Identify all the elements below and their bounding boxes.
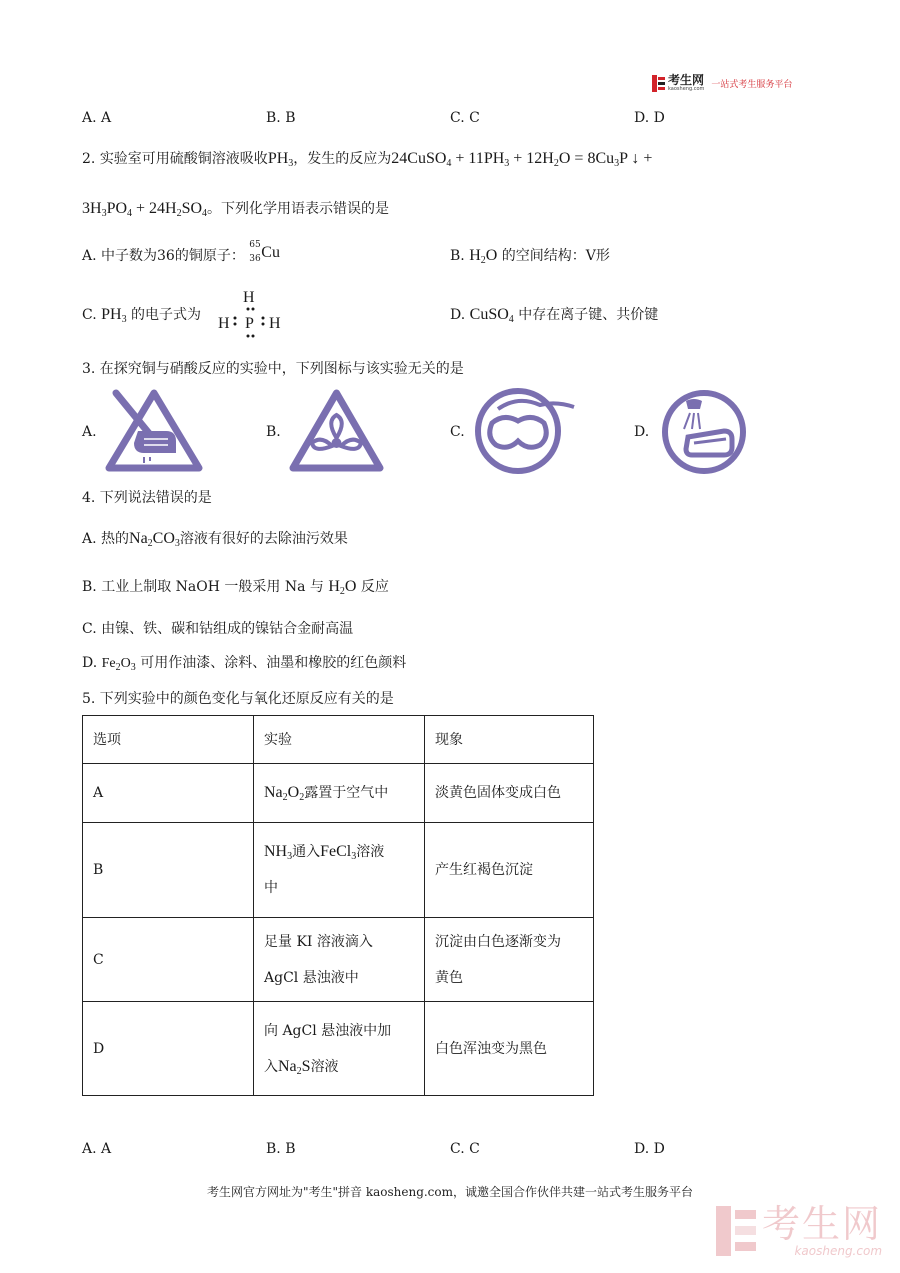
row-c-phenomenon-line1: 沉淀由白色逐渐变为 <box>435 933 561 950</box>
nuclide-mass-number: 65 <box>249 240 261 250</box>
row-c-option: C <box>83 918 254 1002</box>
q5-option-c: C. C <box>450 1141 480 1157</box>
row-b-experiment-end: 中 <box>264 880 278 896</box>
logo-domain: kaosheng.com <box>668 86 705 92</box>
q1-option-d: D. D <box>634 110 665 126</box>
q3-stem: 3. 在探究铜与硝酸反应的实验中，下列图标与该实验无关的是 <box>82 361 464 377</box>
q2-stem-a: 实验室可用硫酸铜溶液吸收 <box>99 151 268 167</box>
q2-stem-line1 <box>82 148 652 168</box>
q4-option-a <box>82 528 348 548</box>
q4-option-d <box>82 652 406 672</box>
nuclide-symbol: Cu <box>261 244 280 261</box>
logo-slogan: 一站式考生服务平台 <box>711 79 793 90</box>
q2-option-c <box>82 304 201 324</box>
q2-option-b-text: 的空间结构：V形 <box>501 248 610 264</box>
q2-stem-line2 <box>82 198 389 218</box>
table-row <box>83 918 594 1002</box>
q5-option-b: B. B <box>266 1141 296 1157</box>
watermark-domain: kaosheng.com <box>794 1244 883 1258</box>
reaction-equation-part2: $3H_3PO_4 + 24H_2SO_4$ <box>82 200 208 219</box>
q3-option-b-label: B. <box>266 424 281 440</box>
q4-option-c: C. 由镍、铁、碳和钴组成的镍钴合金耐高温 <box>82 621 354 637</box>
watermark-logo-icon <box>716 1206 756 1256</box>
q2-option-c-label: C. <box>82 307 97 323</box>
sharp-object-hazard-icon <box>104 387 204 474</box>
q3-option-d-label: D. <box>634 424 650 440</box>
row-d-experiment-suffix: 溶液 <box>310 1058 339 1075</box>
formula-fecl3: FeCl$_3$ <box>320 843 357 862</box>
q2-option-d-text: 中存在离子键、共价键 <box>518 307 659 323</box>
nuclide-atomic-number: 36 <box>249 254 261 264</box>
row-c-experiment-line2: AgCl 悬浊液中 <box>264 969 359 986</box>
q2-option-a <box>82 240 283 266</box>
row-d-experiment <box>254 1002 425 1096</box>
q4-option-d-text: 可用作油漆、涂料、油墨和橡胶的红色颜料 <box>140 655 407 671</box>
q5-option-a: A. A <box>82 1141 112 1157</box>
ph3-electron-dot-structure <box>215 286 290 341</box>
row-a-experiment-text: 露置于空气中 <box>304 785 389 801</box>
header-experiment: 实验 <box>254 716 425 764</box>
svg-text:H: H <box>269 315 281 332</box>
row-d-phenomenon: 白色浑浊变为黑色 <box>425 1002 594 1096</box>
q1-option-c: C. C <box>450 110 480 126</box>
table-header-row <box>83 716 594 764</box>
q4-option-b-prefix: B. 工业上制取 NaOH 一般采用 Na 与 <box>82 579 324 595</box>
eye-protection-goggles-icon <box>474 387 578 475</box>
row-b-experiment <box>254 823 425 918</box>
formula-na2co3: $Na_2CO_3$ <box>129 530 180 549</box>
q3-option-c-label: C. <box>450 424 465 440</box>
row-c-experiment-line1: 足量 KI 溶液滴入 <box>264 933 373 950</box>
q2-option-b <box>450 245 610 265</box>
row-d-experiment-prefix: 入 <box>264 1058 278 1075</box>
formula-nh3: $NH_3$ <box>264 843 293 862</box>
q2-stem-b: ，发生的反应为 <box>293 151 392 167</box>
q4-option-a-suffix: 溶液有很好的去除油污效果 <box>179 531 348 547</box>
q2-option-a-label: A. <box>82 248 97 264</box>
q2-option-d-label: D. <box>450 307 466 323</box>
q2-option-b-label: B. <box>450 248 465 264</box>
q5-option-d: D. D <box>634 1141 665 1157</box>
watermark <box>716 1204 882 1258</box>
svg-text:H: H <box>243 289 255 306</box>
row-d-option: D <box>83 1002 254 1096</box>
row-b-phenomenon: 产生红褐色沉淀 <box>425 823 594 918</box>
row-b-experiment-mid: 通入 <box>292 844 321 860</box>
q4-option-b-suffix: 反应 <box>360 579 389 595</box>
q4-option-a-prefix: A. 热的 <box>82 531 130 547</box>
logo-name: 考生网 <box>668 73 705 87</box>
row-a-phenomenon: 淡黄色固体变成白色 <box>425 764 594 823</box>
ventilation-fan-icon <box>288 387 385 474</box>
svg-text:P: P <box>245 315 254 332</box>
row-b-option: B <box>83 823 254 918</box>
formula-na2s: $Na_2S$ <box>278 1057 311 1077</box>
q1-option-b: B. B <box>266 110 296 126</box>
row-a-option: A <box>83 764 254 823</box>
row-c-phenomenon-line2: 黄色 <box>435 969 463 986</box>
q2-number: 2. <box>82 151 96 167</box>
q5-table <box>82 715 594 1096</box>
table-row <box>83 823 594 918</box>
row-c-experiment <box>254 918 425 1002</box>
formula-fe2o3: $Fe_2O_3$ <box>101 656 136 673</box>
row-d-experiment-line1: 向 AgCl 悬浊液中加 <box>264 1022 392 1039</box>
q5-stem: 5. 下列实验中的颜色变化与氧化还原反应有关的是 <box>82 691 394 707</box>
page-footer: 考生网官方网址为"考生"拼音 kaosheng.com，诚邀全国合作伙伴共建一站式考生服务平台 <box>206 1185 694 1199</box>
row-c-phenomenon <box>425 918 594 1002</box>
row-a-experiment <box>254 764 425 823</box>
table-row <box>83 1002 594 1096</box>
formula-na2o2: $Na_2O_2$ <box>264 784 305 803</box>
formula-ph3: $PH_3$ <box>101 306 127 325</box>
watermark-name: 考生网 <box>762 1202 883 1246</box>
q3-option-a-label: A. <box>82 424 97 440</box>
q4-option-b <box>82 576 389 596</box>
q2-option-d <box>450 304 658 324</box>
table-row <box>83 764 594 823</box>
q4-option-d-label: D. <box>82 655 98 671</box>
header-option: 选项 <box>83 716 254 764</box>
nuclide-cu <box>249 240 283 266</box>
reaction-equation-part1: 24CuSO$_4$ + $11PH_3 + 12H_2O = 8Cu_3P$ ↓ + <box>391 150 653 169</box>
row-b-experiment-tail: 溶液 <box>356 844 385 860</box>
svg-text:H: H <box>218 315 230 332</box>
formula-h2o: $H_2O$ <box>328 578 357 597</box>
formula-cuso4: CuSO$_4$ <box>469 306 514 325</box>
hand-washing-icon <box>660 389 748 475</box>
q2-option-c-text: 的电子式为 <box>131 307 202 323</box>
formula-ph3: $PH_3$ <box>267 150 294 169</box>
header-logo <box>652 74 792 92</box>
q1-option-a: A. A <box>82 110 112 126</box>
header-phenomenon: 现象 <box>425 716 594 764</box>
q2-stem-c: 。下列化学用语表示错误的是 <box>207 201 390 217</box>
q2-option-a-text: 中子数为36的铜原子： <box>101 248 245 264</box>
formula-h2o: $H_2O$ <box>469 247 498 266</box>
kaosheng-logo-icon <box>652 75 665 92</box>
q4-stem: 4. 下列说法错误的是 <box>82 490 212 506</box>
